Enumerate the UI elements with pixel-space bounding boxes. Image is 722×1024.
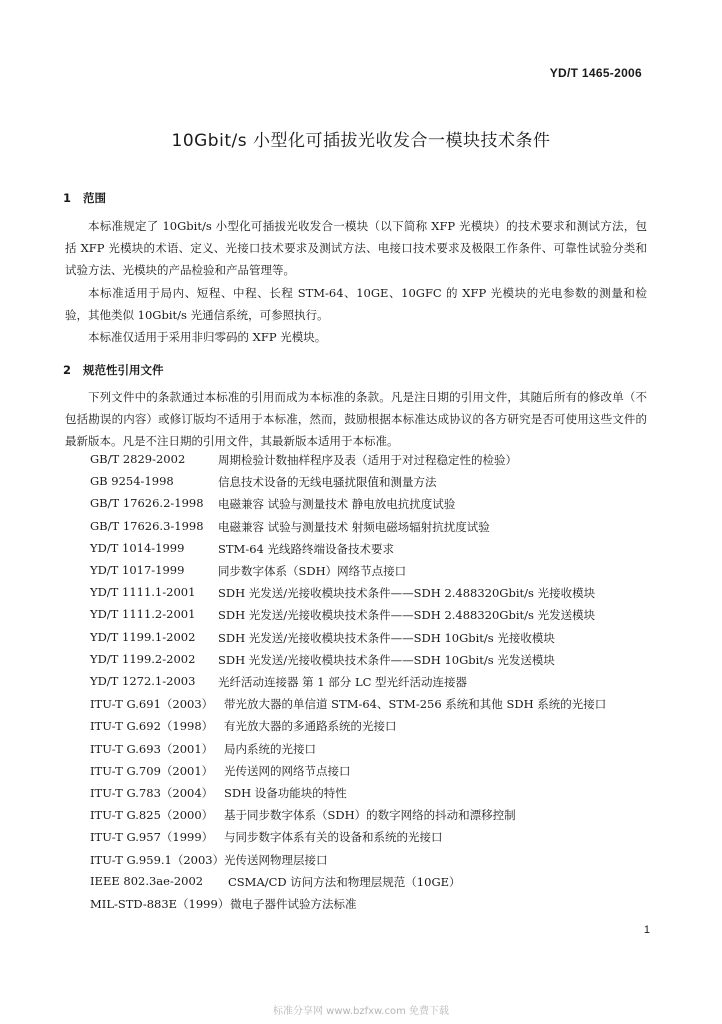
reference-code: YD/T 1111.2-2001 — [90, 607, 196, 622]
reference-title: 局内系统的光接口 — [224, 741, 316, 756]
reference-title: 信息技术设备的无线电骚扰限值和测量方法 — [218, 475, 437, 490]
section-2-heading — [63, 362, 164, 378]
reference-item — [0, 474, 722, 496]
reference-title: 电磁兼容 试验与测量技术 射频电磁场辐射抗扰度试验 — [218, 519, 490, 534]
reference-item — [0, 807, 722, 829]
reference-title: 微电子器件试验方法标准 — [230, 897, 357, 911]
reference-code: GB/T 17626.2-1998 — [90, 496, 204, 511]
reference-title: 有光放大器的多通路系统的光接口 — [224, 719, 397, 734]
reference-code: YD/T 1111.1-2001 — [90, 585, 196, 600]
reference-code: ITU-T G.783（2004） — [90, 786, 214, 800]
reference-code: YD/T 1272.1-2003 — [90, 674, 196, 688]
reference-code: YD/T 1199.1-2002 — [90, 629, 196, 644]
reference-item — [0, 674, 722, 696]
reference-title: 光传送网的网络节点接口 — [224, 763, 351, 778]
document-title: 10Gbit/s 小型化可插拔光收发合一模块技术条件 — [171, 131, 551, 151]
references-intro: 下列文件中的条款通过本标准的引用而成为本标准的条款。凡是注日期的引用文件，其随后所有的修改单（不包括勘误的内容）或修订版均不适用于本标准，然而，鼓励根据本标准达成协议的各方研究是否可使用这些文件的最新版本。凡是不注日期的引用文件，其最新版本适用于本标准。 — [65, 390, 647, 448]
reference-title: CSMA/CD 访问方法和物理层规范（10GE） — [228, 874, 461, 889]
section-1-number: 1 — [63, 191, 72, 205]
reference-code: ITU-T G.959.1（2003） — [90, 852, 225, 867]
reference-title: SDH 光发送/光接收模块技术条件——SDH 2.488320Gbit/s 光接收模块 — [218, 586, 596, 601]
standard-code: YD/T 1465-2006 — [549, 66, 642, 80]
reference-code: GB/T 2829-2002 — [90, 452, 186, 466]
section-1-title: 范围 — [83, 191, 106, 205]
reference-title: SDH 光发送/光接收模块技术条件——SDH 10Gbit/s 光发送模块 — [218, 652, 555, 667]
reference-item — [0, 652, 722, 674]
reference-item — [0, 519, 722, 541]
reference-title: STM-64 光线路终端设备技术要求 — [218, 541, 394, 556]
reference-item — [0, 896, 722, 918]
reference-title: 基于同步数字体系（SDH）的数字网络的抖动和漂移控制 — [224, 808, 516, 823]
reference-title: 与同步数字体系有关的设备和系统的光接口 — [224, 830, 443, 845]
reference-code: GB 9254-1998 — [90, 474, 174, 489]
reference-item — [0, 585, 722, 607]
reference-item — [0, 741, 722, 763]
reference-item — [0, 874, 722, 896]
scope-paragraph-1: 本标准规定了 10Gbit/s 小型化可插拔光收发合一模块（以下简称 XFP 光模块）的技术要求和测试方法，包括 XFP 光模块的术语、定义、光接口技术要求及测试方法、电接口技术要求及极限工作条件、可靠性试验分类和试验方法、光模块的产品检验和产品管理等。 — [65, 219, 647, 277]
reference-item — [0, 696, 722, 718]
reference-code: ITU-T G.709（2001） — [90, 763, 214, 778]
reference-code: ITU-T G.691（2003） — [90, 697, 214, 712]
reference-title: SDH 光发送/光接收模块技术条件——SDH 2.488320Gbit/s 光发送模块 — [218, 608, 596, 623]
reference-code: ITU-T G.957（1999） — [90, 830, 214, 845]
reference-item — [0, 763, 722, 785]
reference-title: SDH 光发送/光接收模块技术条件——SDH 10Gbit/s 光接收模块 — [218, 630, 555, 645]
section-2-number: 2 — [63, 363, 72, 377]
reference-code: YD/T 1017-1999 — [90, 563, 185, 577]
reference-item — [0, 829, 722, 851]
reference-title: 同步数字体系（SDH）网络节点接口 — [218, 564, 407, 578]
reference-item — [0, 785, 722, 807]
reference-item — [0, 852, 722, 874]
reference-code: ITU-T G.693（2001） — [90, 741, 214, 756]
reference-item — [0, 541, 722, 563]
watermark: 标准分享网 www.bzfxw.com 免费下载 — [273, 1006, 449, 1017]
reference-item — [0, 496, 722, 518]
reference-code: YD/T 1014-1999 — [90, 540, 185, 555]
reference-title: 光纤活动连接器 第 1 部分 LC 型光纤活动连接器 — [218, 675, 468, 689]
reference-item — [0, 718, 722, 740]
reference-code: GB/T 17626.3-1998 — [90, 518, 204, 533]
reference-title: 周期检验计数抽样程序及表（适用于对过程稳定性的检验） — [218, 453, 517, 467]
reference-title: SDH 设备功能块的特性 — [224, 786, 347, 800]
reference-code: ITU-T G.692（1998） — [90, 719, 214, 734]
reference-code: ITU-T G.825（2000） — [90, 808, 214, 823]
reference-title: 带光放大器的单信道 STM-64、STM-256 系统和其他 SDH 系统的光接口 — [224, 697, 607, 712]
reference-item — [0, 452, 722, 474]
reference-code: YD/T 1199.2-2002 — [90, 651, 196, 666]
reference-item — [0, 563, 722, 585]
reference-title: 电磁兼容 试验与测量技术 静电放电抗扰度试验 — [218, 497, 456, 512]
scope-paragraph-2: 本标准适用于局内、短程、中程、长程 STM-64、10GE、10GFC 的 XFP 光模块的光电参数的测量和检验，其他类似 10Gbit/s 光通信系统，可参照执行。 — [65, 286, 647, 322]
reference-item — [0, 630, 722, 652]
scope-paragraph-3: 本标准仅适用于采用非归零码的 XFP 光模块。 — [88, 330, 327, 344]
reference-title: 光传送网物理层接口 — [224, 852, 328, 867]
page-number: 1 — [643, 924, 650, 936]
reference-item — [0, 607, 722, 629]
section-1-heading — [63, 190, 106, 206]
reference-code: IEEE 802.3ae-2002 — [90, 873, 204, 888]
reference-code: MIL-STD-883E（1999） — [90, 897, 230, 911]
section-2-title: 规范性引用文件 — [83, 363, 164, 377]
